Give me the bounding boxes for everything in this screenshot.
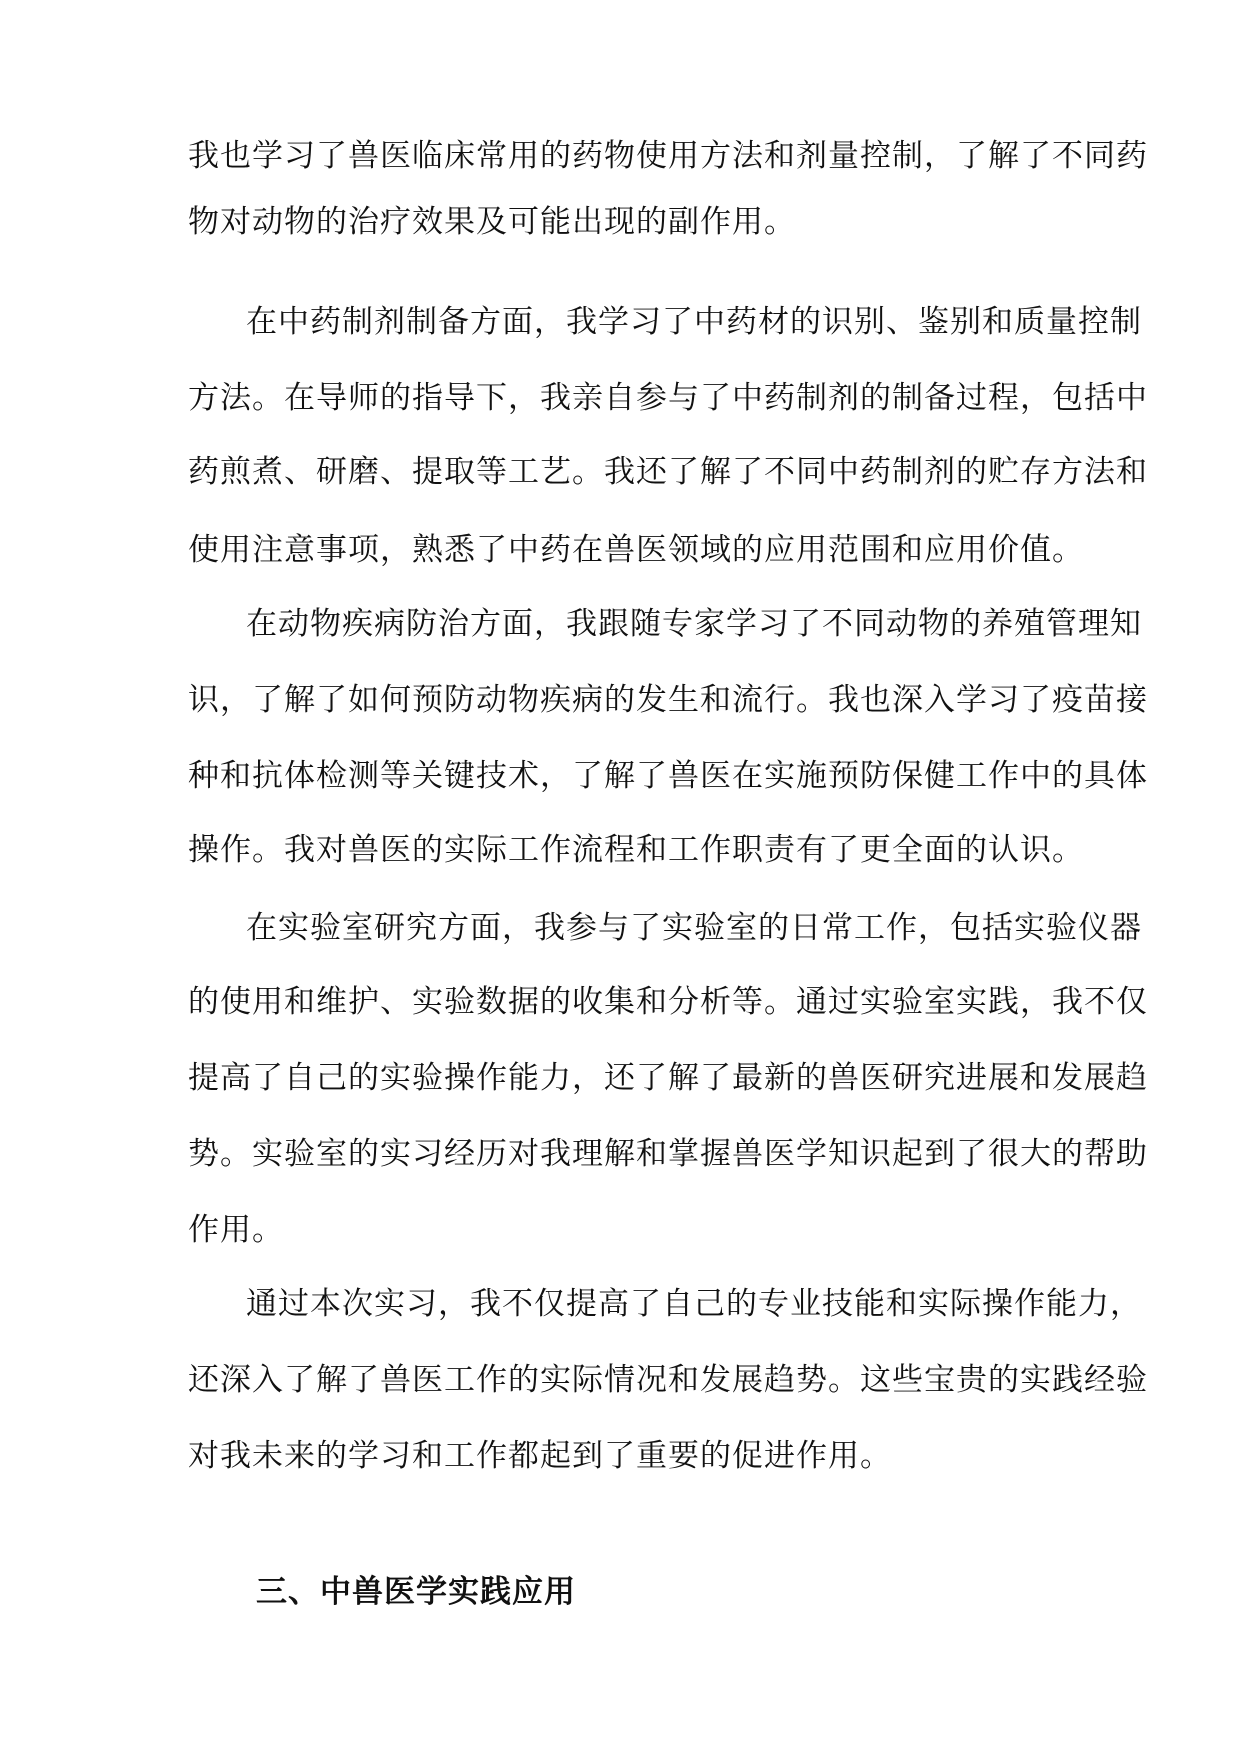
paragraph-line: 势。实验室的实习经历对我理解和掌握兽医学知识起到了很大的帮助	[188, 1136, 1148, 1172]
paragraph-line: 在动物疾病防治方面，我跟随专家学习了不同动物的养殖管理知	[246, 606, 1142, 642]
paragraph-line: 的使用和维护、实验数据的收集和分析等。通过实验室实践，我不仅	[188, 984, 1148, 1020]
paragraph-line: 操作。我对兽医的实际工作流程和工作职责有了更全面的认识。	[188, 832, 1084, 868]
paragraph-line: 物对动物的治疗效果及可能出现的副作用。	[188, 204, 796, 240]
paragraph-line: 方法。在导师的指导下，我亲自参与了中药制剂的制备过程，包括中	[188, 380, 1148, 416]
paragraph-line: 药煎煮、研磨、提取等工艺。我还了解了不同中药制剂的贮存方法和	[188, 454, 1148, 490]
paragraph-line: 种和抗体检测等关键技术，了解了兽医在实施预防保健工作中的具体	[188, 758, 1148, 794]
paragraph-line: 在实验室研究方面，我参与了实验室的日常工作，包括实验仪器	[246, 910, 1142, 946]
paragraph-line: 通过本次实习，我不仅提高了自己的专业技能和实际操作能力，	[246, 1286, 1142, 1322]
paragraph-line: 对我未来的学习和工作都起到了重要的促进作用。	[188, 1438, 892, 1474]
paragraph-line: 使用注意事项，熟悉了中药在兽医领域的应用范围和应用价值。	[188, 532, 1084, 568]
paragraph-line: 还深入了解了兽医工作的实际情况和发展趋势。这些宝贵的实践经验	[188, 1362, 1148, 1398]
paragraph-line: 我也学习了兽医临床常用的药物使用方法和剂量控制，了解了不同药	[188, 138, 1148, 174]
paragraph-line: 提高了自己的实验操作能力，还了解了最新的兽医研究进展和发展趋	[188, 1060, 1148, 1096]
paragraph-line: 作用。	[188, 1212, 284, 1248]
section-heading: 三、中兽医学实践应用	[256, 1574, 576, 1610]
paragraph-line: 在中药制剂制备方面，我学习了中药材的识别、鉴别和质量控制	[246, 304, 1142, 340]
paragraph-line: 识，了解了如何预防动物疾病的发生和流行。我也深入学习了疫苗接	[188, 682, 1148, 718]
